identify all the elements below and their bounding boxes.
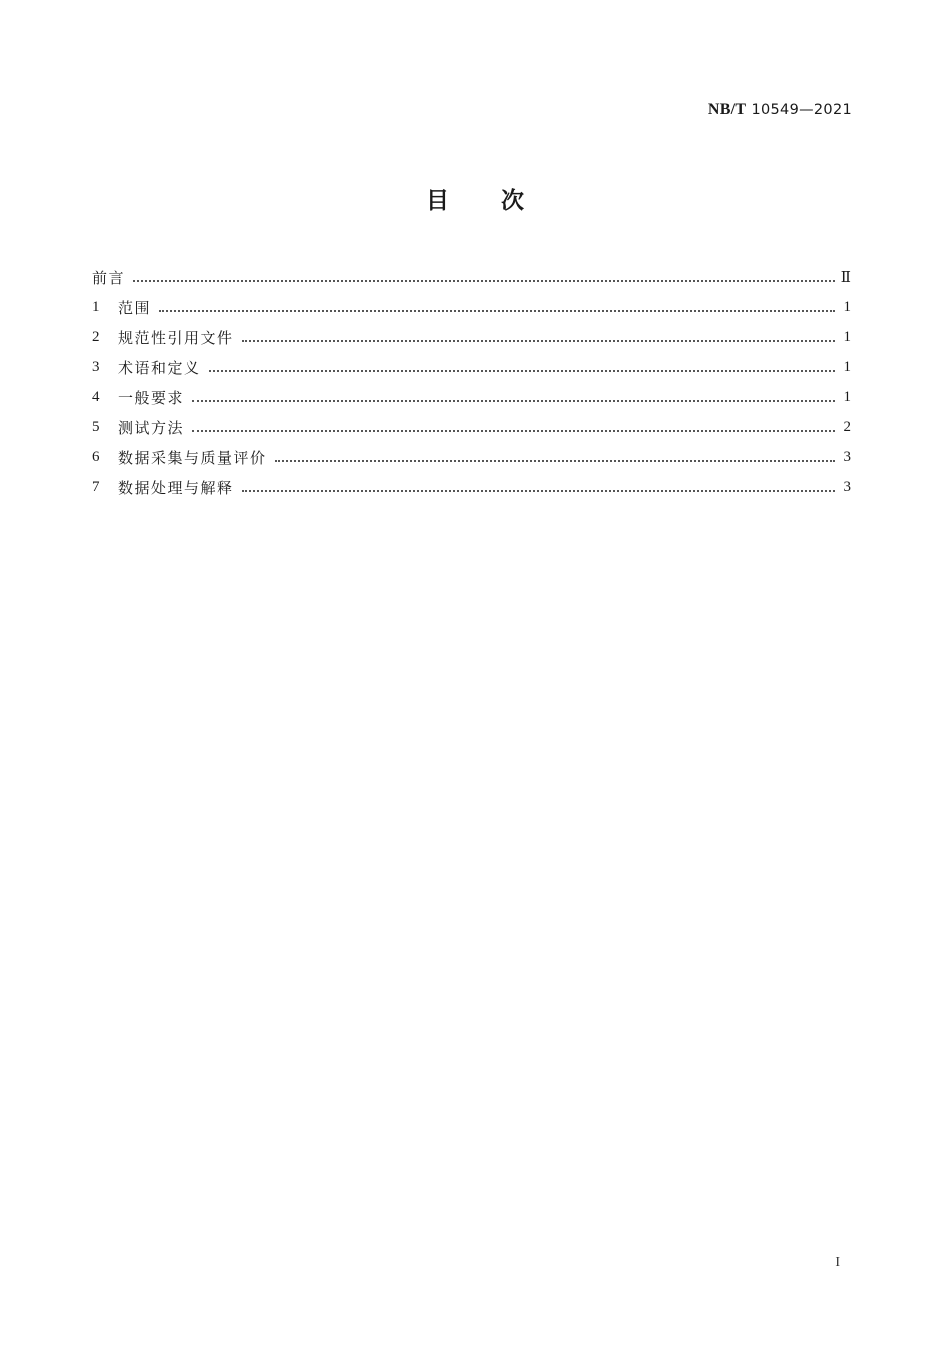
toc-leader-dots [159,309,835,312]
toc-leader-dots [209,369,835,372]
toc-entry-5[interactable] [92,412,851,442]
toc-leader-dots [192,399,835,402]
toc-leader-dots [192,429,835,432]
toc-leader-dots [133,279,835,282]
toc-entry-1[interactable] [92,292,851,322]
standard-code [708,100,852,119]
toc-entry-7[interactable] [92,473,851,503]
toc-entry-2[interactable] [92,322,851,352]
standard-number: 10549—2021 [751,102,852,118]
toc-entry-label: 前言 [92,268,126,287]
toc-entry-number: 5 [92,419,101,436]
toc-entry-label: 测试方法 [118,419,185,438]
toc-entry-number: 7 [92,479,101,496]
toc-entry-number: 3 [92,358,101,375]
table-of-contents [92,262,851,503]
standard-prefix: NB/T [707,101,747,118]
toc-title: 目次 [426,188,576,214]
toc-leader-dots [242,489,835,492]
toc-leader-dots [275,459,835,462]
toc-entry-foreword[interactable] [92,262,851,292]
toc-entry-label: 数据处理与解释 [118,479,234,498]
toc-entry-page: Ⅱ [840,269,851,286]
toc-entry-label: 术语和定义 [118,358,201,377]
toc-entry-label: 范围 [118,298,152,317]
toc-entry-page: 1 [843,298,851,315]
toc-entry-page: 1 [843,328,851,345]
toc-entry-label: 一般要求 [118,388,185,407]
page-number: I [835,1255,840,1270]
toc-entry-page: 3 [843,449,851,466]
toc-entry-3[interactable] [92,352,851,382]
toc-entry-number: 6 [92,449,101,466]
toc-entry-number: 2 [92,328,101,345]
toc-entry-label: 规范性引用文件 [118,328,234,347]
toc-entry-4[interactable] [92,382,851,412]
toc-entry-number: 4 [92,388,101,405]
toc-entry-number: 1 [92,298,101,315]
toc-entry-page: 2 [843,419,851,436]
toc-entry-6[interactable] [92,443,851,473]
toc-entry-page: 1 [843,358,851,375]
toc-entry-page: 1 [843,388,851,405]
toc-entry-label: 数据采集与质量评价 [118,449,267,468]
toc-entry-page: 3 [843,479,851,496]
toc-leader-dots [242,339,835,342]
